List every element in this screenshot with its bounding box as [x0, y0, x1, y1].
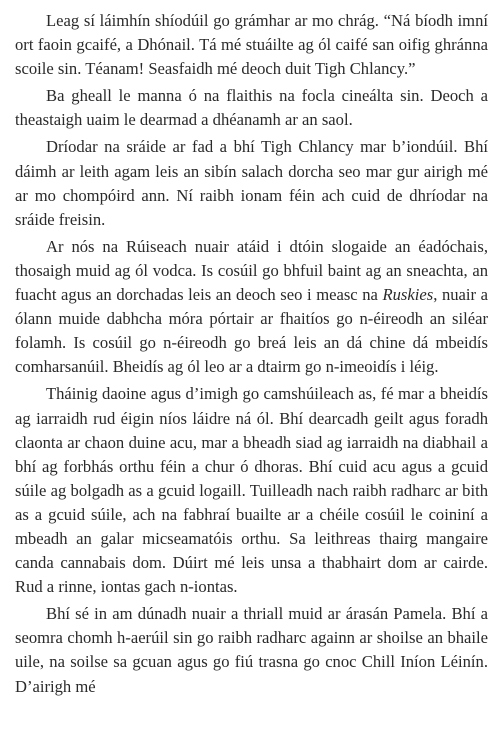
- paragraph-2: [15, 84, 488, 132]
- paragraph-2-text: Ba gheall le manna ó na flaithis na focla cineálta sin. Deoch a theastaigh uaim le dearmad a dhéanamh ar an saol.: [15, 86, 488, 130]
- paragraph-5-text: Tháinig daoine agus d’imigh go camshúileach as, fé mar a bheidís ag iarraidh rud éigin níos láidre ná ól. Bhí dearcadh geilt agus foradh claonta ar chaon duine acu, mar a bheadh siad ag iarraidh na diabhail a bhí ag forbhás orthu féin a chur ó dhoras. Bhí cuid acu agus a gcuid súile ag bolgadh as a gcuid logaill. Tuilleadh nach raibh radharc ar bith as a gcuid súile, ach na fabhraí buailte ar a chéile cosúil le coininí a mbeadh an galar micseamatóis orthu. Sa leithreas thairg mangaire canda cannabais dom. Dúirt mé leis unsa a thabhairt dom ar cairde. Rud a rinne, iontas gach n-iontas.: [15, 384, 488, 597]
- document-page: [15, 0, 488, 702]
- paragraph-3: [15, 135, 488, 231]
- paragraph-4-text-a: Ar nós na Rúiseach nuair atáid i dtóin slogaide an éadóchais, thosaigh muid ag ól vodca. Is cosúil go bhfuil baint ag an sneachta, an fuacht agus an dorchadas leis an deoch seo i measc na: [15, 236, 488, 305]
- paragraph-3-text: Dríodar na sráide ar fad a bhí Tigh Chlancy mar b’iondúil. Bhí dáimh ar leith agam leis an sibín salach dorcha seo mar gur airigh mé ar mo chompóird ann. Ní raibh ionam féin ach cuid de dhríodar na sráide freisin.: [15, 137, 488, 229]
- paragraph-6-text: Bhí sé in am dúnadh nuair a thriall muid ar árasán Pamela. Bhí a seomra chomh h-aerúil sin go raibh radharc againn ar shoilse an bhaile uile, na soilse sa gcuan agus go fiú trasna go cnoc Chill Iníon Léinín. D’airigh mé: [15, 604, 488, 696]
- paragraph-1-text: Leag sí láimhín shíodúil go grámhar ar mo chrág. “Ná bíodh imní ort faoin gcaifé, a Dhónail. Tá mé stuáilte ag ól caifé san oifig ghránna scoile sin. Téanam! Seasfaidh mé deoch duit Tigh Chlancy.”: [15, 11, 488, 79]
- paragraph-1: [15, 9, 488, 81]
- paragraph-4: [15, 235, 488, 380]
- paragraph-5: [15, 382, 488, 599]
- paragraph-6: [15, 602, 488, 698]
- paragraph-4-italic-word: Ruskies: [382, 285, 434, 305]
- paragraph-4-text-b: , nuair a ólann muide dabhcha móra pórtair ar fhaitíos go n-éireodh an siléar folamh. Is cosúil go n-éireodh go breá leis an dá chine dá mbeidís comharsanúil. Bheidís ag ól leo ar a dtairm go n-imeoidís i léig.: [15, 285, 488, 377]
